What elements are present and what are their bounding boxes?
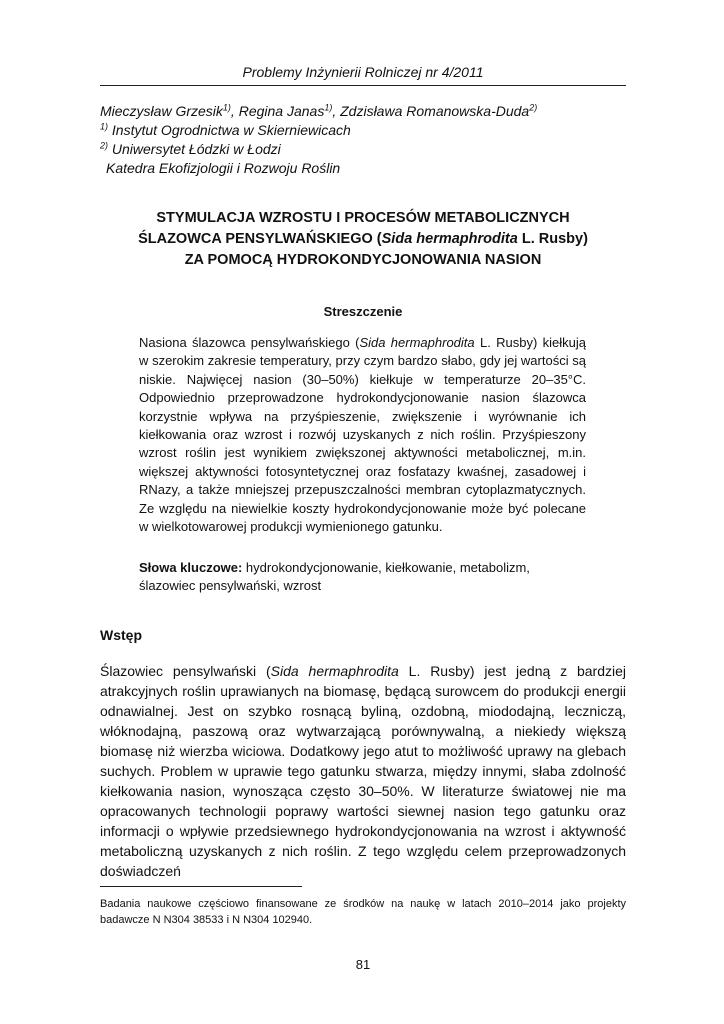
author-name: Regina Janas — [238, 103, 325, 119]
introduction-text: Ślazowiec pensylwański (Sida hermaphrodita L. Rusby) jest jedną z bardziej atrakcyjnych roślin uprawianych na biomasę, będącą surowcem do produkcji energii odnawialnej. Jest on szybko rosnącą byliną, ozdobną, miododajną, leczniczą, włóknodajną, paszową oraz wytwarzającą porównywalną, a niekiedy większą biomasę niż wierzba wiciowa. Dodatkowy jego atut to możliwość uprawy na glebach suchych. Problem w uprawie tego gatunku stwarza, między innymi, słaba zdolność kiełkowania nasion, wynosząca często 30–50%. W literaturze światowej nie ma opracowanych technologii poprawy wartości siewnej nasion tego gatunku oraz informacji o wpływie przedsiewnego hydrokondycjonowania na wzrost i aktywność metaboliczną uzyskanych z nich roślin. Z tego względu celem przeprowadzonych doświadczeń — [100, 663, 626, 879]
affiliation-2-department: Katedra Ekofizjologii i Rozwoju Roślin — [106, 160, 341, 176]
affiliation-1: $^{1)}$ Instytut Ogrodnictwa w Skierniewicach — [100, 121, 351, 138]
title-line-3: ZA POMOCĄ HYDROKONDYCJONOWANIA NASION — [184, 252, 542, 268]
journal-header: Problemy Inżynierii Rolniczej nr 4/2011 — [100, 64, 626, 86]
abstract-heading: Streszczenie — [323, 304, 403, 319]
affiliation-marker: 2) — [529, 102, 538, 113]
affiliation-marker: 1) — [222, 102, 231, 113]
title-line-1: STYMULACJA WZROSTU I PROCESÓW METABOLICZNYCH — [156, 210, 570, 226]
title-line-2: ŚLAZOWCA PENSYLWAŃSKIEGO (Sida hermaphrodita L. Rusby) — [138, 231, 588, 247]
species-name: Sida hermaphrodita — [359, 335, 475, 350]
species-name: Sida hermaphrodita — [381, 231, 518, 247]
affiliation-marker: 1) — [324, 102, 333, 113]
section-heading-introduction: Wstęp — [100, 627, 142, 643]
abstract-text: Nasiona ślazowca pensylwańskiego (Sida hermaphrodita L. Rusby) kiełkują w szerokim zakresie temperatury, przy czym bardzo słabo, gdy jej wartości są niskie. Najwięcej nasion (30–50%) kiełkuje w temperaturze 20–35°C. Odpowiednio przeprowadzone hydrokondycjonowanie nasion ślazowca korzystnie wpływa na przyśpieszenie, zwiększenie i wyrównanie ich kiełkowania oraz wzrost i rozwój uzyskanych z nich roślin. Przyśpieszony wzrost roślin jest wynikiem zwiększonej aktywności metabolicznej, m.in. większej aktywności fotosyntetycznej oraz fosfatazy kwaśnej, zasadowej i RNazy, a także mniejszej przepuszczalności membran cytoplazmatycznych. Ze względu na niewielkie koszty hydrokondycjonowanie może być polecane w wielkotowarowej produkcji wymienionego gatunku. — [139, 335, 586, 535]
author-block — [100, 102, 640, 178]
species-name: Sida hermaphrodita — [270, 663, 399, 679]
affiliation-2: $^{2)}$ Uniwersytet Łódzki w Łodzi — [100, 140, 281, 157]
footnote: Badania naukowe częściowo finansowane ze środków na naukę w latach 2010–2014 jako projekty badawcze N N304 38533 i N N304 102940. — [100, 898, 626, 926]
keywords-label: Słowa kluczowe: — [139, 560, 243, 575]
author-name: Mieczysław Grzesik — [100, 103, 223, 119]
paper-title — [100, 208, 626, 271]
author-line: Mieczysław Grzesik$^{1)}$, Regina Janas$^{1)}$, Zdzisława Romanowska-Duda$^{2)}$ — [100, 102, 538, 119]
page-number: 81 — [355, 957, 371, 972]
keywords: Słowa kluczowe: hydrokondycjonowanie, kiełkowanie, metabolizm, ślazowiec pensylwański, wzrost — [139, 560, 530, 594]
footnote-divider — [100, 886, 302, 887]
author-name: Zdzisława Romanowska-Duda — [340, 103, 530, 119]
